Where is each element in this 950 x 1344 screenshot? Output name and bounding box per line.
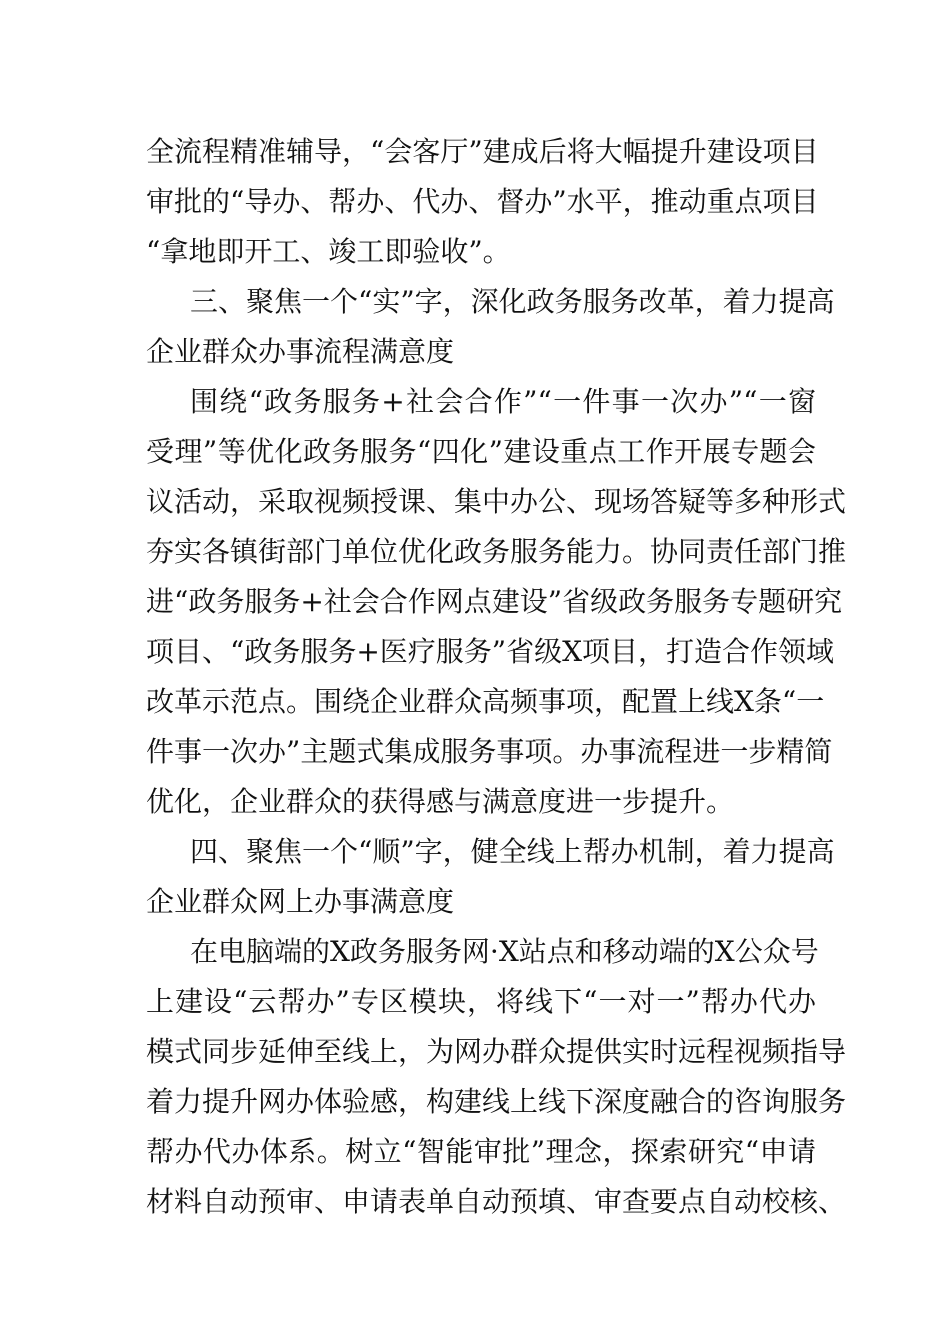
body-text-line: “拿地即开工、竣工即验收”。 (146, 235, 511, 268)
body-text-line: 模式同步延伸至线上，为网办群众提供实时远程视频指导 (146, 1035, 847, 1068)
body-text-line: 材料自动预审、申请表单自动预填、审查要点自动校核、 (146, 1185, 847, 1218)
body-text-line: 围绕“政务服务+社会合作”“一件事一次办”“一窗 (190, 385, 816, 418)
body-text-line: 在电脑端的X政务服务网·X站点和移动端的X公众号 (190, 935, 819, 968)
section-heading-line: 三、聚焦一个“实”字，深化政务服务改革，着力提高 (190, 285, 835, 318)
section-heading-line: 企业群众办事流程满意度 (146, 335, 455, 368)
body-text-line: 改革示范点。围绕企业群众高频事项，配置上线X条“一 (146, 685, 825, 718)
body-text-line: 审批的“导办、帮办、代办、督办”水平，推动重点项目 (146, 185, 819, 218)
body-text-line: 优化，企业群众的获得感与满意度进一步提升。 (146, 785, 735, 818)
body-text-line: 受理”等优化政务服务“四化”建设重点工作开展专题会 (146, 435, 816, 468)
body-text-line: 着力提升网办体验感，构建线上线下深度融合的咨询服务 (146, 1085, 847, 1118)
body-text-line: 帮办代办体系。树立“智能审批”理念，探索研究“申请 (146, 1135, 816, 1168)
body-text-line: 全流程精准辅导，“会客厅”建成后将大幅提升建设项目 (146, 135, 819, 168)
body-text-line: 上建设“云帮办”专区模块，将线下“一对一”帮办代办 (146, 985, 816, 1018)
body-text-line: 件事一次办”主题式集成服务事项。办事流程进一步精简 (146, 735, 833, 768)
section-heading-line: 企业群众网上办事满意度 (146, 885, 455, 918)
body-text-line: 议活动，采取视频授课、集中办公、现场答疑等多种形式 (146, 485, 847, 518)
section-heading-line: 四、聚焦一个“顺”字，健全线上帮办机制，着力提高 (190, 835, 835, 868)
body-text-line: 夯实各镇街部门单位优化政务服务能力。协同责任部门推 (146, 535, 847, 568)
body-text-line: 进“政务服务+社会合作网点建设”省级政务服务专题研究 (146, 585, 843, 618)
body-text-line: 项目、“政务服务+医疗服务”省级X项目，打造合作领域 (146, 635, 835, 668)
